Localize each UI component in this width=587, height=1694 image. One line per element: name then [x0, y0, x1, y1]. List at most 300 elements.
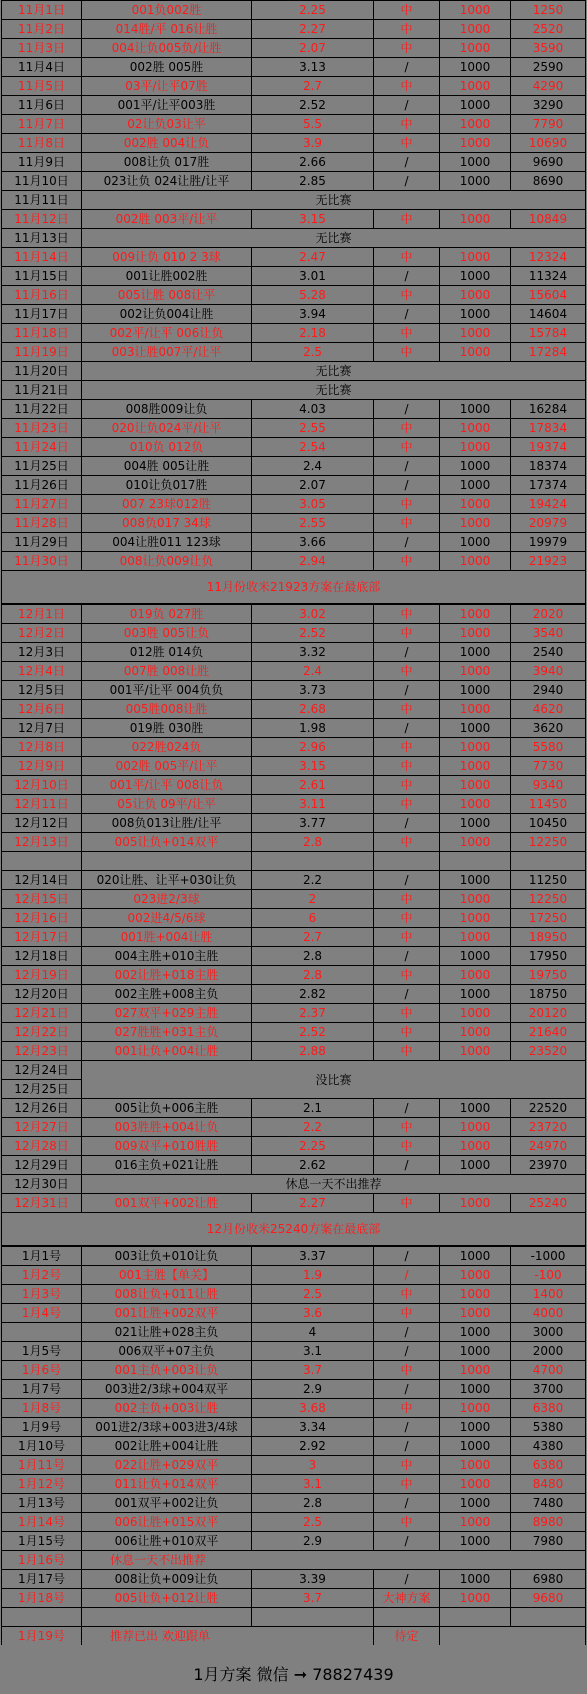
table-row	[1, 1003, 586, 1022]
odds-cell: 2.52	[251, 96, 373, 114]
balance-cell: 12250	[510, 833, 586, 851]
odds-cell: 2.25	[251, 1137, 373, 1155]
picks-cell: 016主负+021让胜	[81, 1156, 251, 1174]
result-cell: 中	[373, 833, 439, 851]
note-cell: 无比赛	[81, 362, 586, 380]
balance-cell: 23520	[510, 1042, 586, 1060]
balance-cell	[510, 852, 586, 870]
result-cell: /	[373, 947, 439, 965]
stake-cell: 1000	[439, 681, 510, 699]
date-cell: 11月18日	[1, 324, 81, 342]
balance-cell: 6380	[510, 1399, 586, 1417]
picks-cell: 002让胜+018主胜	[81, 966, 251, 984]
stake-cell: 1000	[439, 96, 510, 114]
date-cell: 1月2号	[1, 1266, 81, 1284]
table-row	[1, 1493, 586, 1512]
balance-cell: 7980	[510, 1532, 586, 1550]
picks-cell: 002让胜+004让胜	[81, 1437, 251, 1455]
table-row	[1, 190, 586, 209]
table-row	[1, 152, 586, 171]
stake-cell: 1000	[439, 1456, 510, 1474]
odds-cell: 2.55	[251, 419, 373, 437]
date-cell: 1月3号	[1, 1285, 81, 1303]
date-cell: 12月8日	[1, 738, 81, 756]
result-cell: 中	[373, 757, 439, 775]
table-row	[1, 1155, 586, 1174]
result-cell: /	[373, 172, 439, 190]
result-cell: 中	[373, 662, 439, 680]
result-cell: 中	[373, 514, 439, 532]
empty-cell	[439, 1627, 586, 1645]
date-cell: 1月5号	[1, 1342, 81, 1360]
table-row	[1, 851, 586, 870]
result-cell: 中	[373, 928, 439, 946]
balance-cell: 19374	[510, 438, 586, 456]
table-row	[1, 247, 586, 266]
result-cell: 中	[373, 134, 439, 152]
table-row	[1, 889, 586, 908]
picks-cell: 019负 027胜	[81, 605, 251, 623]
picks-cell: 002进4/5/6球	[81, 909, 251, 927]
result-cell: 中	[373, 1285, 439, 1303]
odds-cell: 2.94	[251, 552, 373, 570]
date-label: 12月24日	[2, 1061, 81, 1080]
stake-cell: 1000	[439, 438, 510, 456]
balance-cell	[510, 1608, 586, 1626]
table-row	[1, 1474, 586, 1493]
stake-cell: 1000	[439, 1437, 510, 1455]
picks-cell: 008让负+011让胜	[81, 1285, 251, 1303]
table-row	[1, 1246, 586, 1265]
table-row	[1, 1550, 586, 1569]
stake-cell: 1000	[439, 719, 510, 737]
picks-cell: 027胜胜+031主负	[81, 1023, 251, 1041]
balance-cell: 4290	[510, 77, 586, 95]
odds-cell: 2.61	[251, 776, 373, 794]
stake-cell: 1000	[439, 1323, 510, 1341]
odds-cell: 3.15	[251, 210, 373, 228]
table-row	[1, 1455, 586, 1474]
table-row	[1, 418, 586, 437]
result-cell: 中	[373, 1194, 439, 1212]
date-cell: 12月2日	[1, 624, 81, 642]
stake-cell: 1000	[439, 39, 510, 57]
odds-cell: 2.8	[251, 833, 373, 851]
odds-cell: 2.7	[251, 928, 373, 946]
picks-cell: 022让胜+029双平	[81, 1456, 251, 1474]
balance-cell: 2520	[510, 20, 586, 38]
balance-cell: 3700	[510, 1380, 586, 1398]
result-cell: 中	[373, 552, 439, 570]
balance-cell: 17834	[510, 419, 586, 437]
stake-cell: 1000	[439, 966, 510, 984]
table-row	[1, 342, 586, 361]
stake-cell: 1000	[439, 533, 510, 551]
status-cell: 待定	[373, 1627, 439, 1645]
balance-cell: 10849	[510, 210, 586, 228]
balance-cell: 4000	[510, 1304, 586, 1322]
balance-cell: 11324	[510, 267, 586, 285]
note-cell: 无比赛	[81, 229, 586, 247]
table-row	[1, 1041, 586, 1060]
odds-cell: 2.07	[251, 39, 373, 57]
result-cell: /	[373, 1266, 439, 1284]
table-row	[1, 870, 586, 889]
picks-cell: 003胜 005让负	[81, 624, 251, 642]
picks-cell: 02让负03让平	[81, 115, 251, 133]
table-row	[1, 475, 586, 494]
balance-cell: 2590	[510, 58, 586, 76]
table-row	[1, 0, 586, 19]
picks-cell: 009双平+010胜胜	[81, 1137, 251, 1155]
picks-cell: 001主负+003让负	[81, 1361, 251, 1379]
picks-cell: 014胜/平 016让胜	[81, 20, 251, 38]
stake-cell: 1000	[439, 833, 510, 851]
table-row	[1, 209, 586, 228]
result-cell: 中	[373, 1513, 439, 1531]
balance-cell: 4620	[510, 700, 586, 718]
picks-cell: 003胜胜+004让负	[81, 1118, 251, 1136]
stake-cell: 1000	[439, 624, 510, 642]
stake-cell: 1000	[439, 871, 510, 889]
result-cell: /	[373, 1437, 439, 1455]
stake-cell: 1000	[439, 172, 510, 190]
date-cell: 12月27日	[1, 1118, 81, 1136]
table-row	[1, 1117, 586, 1136]
date-cell: 1月15号	[1, 1532, 81, 1550]
date-cell	[1, 1061, 81, 1098]
balance-cell: 2000	[510, 1342, 586, 1360]
result-cell: 中	[373, 1456, 439, 1474]
result-cell	[373, 1608, 439, 1626]
stake-cell: 1000	[439, 400, 510, 418]
odds-cell: 2.5	[251, 343, 373, 361]
result-cell: /	[373, 985, 439, 1003]
result-cell: /	[373, 1099, 439, 1117]
balance-cell: 3540	[510, 624, 586, 642]
result-cell: 中	[373, 700, 439, 718]
picks-cell: 010负 012负	[81, 438, 251, 456]
picks-cell: 005让负+014双平	[81, 833, 251, 851]
result-cell: 中	[373, 966, 439, 984]
picks-cell: 007胜 008让胜	[81, 662, 251, 680]
picks-cell: 021让胜+028主负	[81, 1323, 251, 1341]
date-cell: 12月12日	[1, 814, 81, 832]
stake-cell: 1000	[439, 1285, 510, 1303]
odds-cell: 2.52	[251, 624, 373, 642]
picks-cell: 007 23球012胜	[81, 495, 251, 513]
balance-cell: 14604	[510, 305, 586, 323]
date-cell: 11月14日	[1, 248, 81, 266]
note-cell: 休息一天不出推荐	[81, 1551, 586, 1569]
balance-cell: 3000	[510, 1323, 586, 1341]
stake-cell: 1000	[439, 1004, 510, 1022]
table-row	[1, 513, 586, 532]
date-cell: 11月5日	[1, 77, 81, 95]
stake-cell: 1000	[439, 814, 510, 832]
table-row	[1, 1060, 586, 1098]
odds-cell	[251, 852, 373, 870]
result-cell: 中	[373, 909, 439, 927]
odds-cell: 2.92	[251, 1437, 373, 1455]
table-row	[1, 699, 586, 718]
table-row	[1, 832, 586, 851]
table-row	[1, 1303, 586, 1322]
odds-cell: 2.8	[251, 966, 373, 984]
stake-cell: 1000	[439, 605, 510, 623]
odds-cell: 2.2	[251, 871, 373, 889]
result-cell: 中	[373, 624, 439, 642]
stake-cell: 1000	[439, 267, 510, 285]
picks-cell: 005让负+006主胜	[81, 1099, 251, 1117]
balance-cell: 10690	[510, 134, 586, 152]
stake-cell: 1000	[439, 1361, 510, 1379]
date-cell: 11月11日	[1, 191, 81, 209]
table-row	[1, 228, 586, 247]
result-cell: /	[373, 1494, 439, 1512]
stake-cell: 1000	[439, 115, 510, 133]
date-cell: 11月10日	[1, 172, 81, 190]
stake-cell: 1000	[439, 928, 510, 946]
date-cell: 12月21日	[1, 1004, 81, 1022]
table-row	[1, 1607, 586, 1626]
picks-cell: 002胜 003平/让平	[81, 210, 251, 228]
result-cell: 中	[373, 738, 439, 756]
result-cell: /	[373, 871, 439, 889]
date-cell: 11月19日	[1, 343, 81, 361]
odds-cell: 2.52	[251, 1023, 373, 1041]
date-cell: 11月13日	[1, 229, 81, 247]
table-row	[1, 794, 586, 813]
balance-cell: 12324	[510, 248, 586, 266]
table-row	[1, 946, 586, 965]
odds-cell: 3.37	[251, 1247, 373, 1265]
result-cell: 中	[373, 605, 439, 623]
balance-cell: 18750	[510, 985, 586, 1003]
result-cell: 中	[373, 1475, 439, 1493]
balance-cell: 16284	[510, 400, 586, 418]
balance-cell: 3940	[510, 662, 586, 680]
odds-cell: 3.68	[251, 1399, 373, 1417]
date-cell: 12月15日	[1, 890, 81, 908]
table-row	[1, 266, 586, 285]
date-cell: 12月3日	[1, 643, 81, 661]
table-row	[1, 285, 586, 304]
date-cell: 12月26日	[1, 1099, 81, 1117]
date-label: 12月25日	[14, 1081, 69, 1096]
table-row	[1, 718, 586, 737]
result-cell: /	[373, 681, 439, 699]
odds-cell: 6	[251, 909, 373, 927]
odds-cell: 2.85	[251, 172, 373, 190]
stake-cell: 1000	[439, 1023, 510, 1041]
balance-cell: 15604	[510, 286, 586, 304]
result-cell: 中	[373, 115, 439, 133]
date-cell: 1月4号	[1, 1304, 81, 1322]
table-row	[1, 361, 586, 380]
odds-cell: 5.28	[251, 286, 373, 304]
balance-cell: 25240	[510, 1194, 586, 1212]
picks-cell: 001负002胜	[81, 1, 251, 19]
balance-cell: 15784	[510, 324, 586, 342]
result-cell: 中	[373, 1004, 439, 1022]
table-row	[1, 532, 586, 551]
odds-cell: 3.7	[251, 1589, 373, 1607]
balance-cell: 6380	[510, 1456, 586, 1474]
result-cell: /	[373, 305, 439, 323]
stake-cell: 1000	[439, 419, 510, 437]
table-row	[1, 1417, 586, 1436]
stake-cell: 1000	[439, 890, 510, 908]
odds-cell: 2.37	[251, 1004, 373, 1022]
balance-cell: 6980	[510, 1570, 586, 1588]
table-row	[1, 1360, 586, 1379]
odds-cell: 1.9	[251, 1266, 373, 1284]
table-row	[1, 908, 586, 927]
date-cell: 11月27日	[1, 495, 81, 513]
date-cell: 11月17日	[1, 305, 81, 323]
table-row	[1, 304, 586, 323]
date-cell: 1月8号	[1, 1399, 81, 1417]
stake-cell: 1000	[439, 552, 510, 570]
table-row	[1, 965, 586, 984]
result-cell: /	[373, 1323, 439, 1341]
odds-cell: 3.39	[251, 1570, 373, 1588]
stake-cell: 1000	[439, 495, 510, 513]
date-cell: 12月13日	[1, 833, 81, 851]
table-row	[1, 551, 586, 570]
stake-cell: 1000	[439, 457, 510, 475]
odds-cell: 3.66	[251, 533, 373, 551]
odds-cell: 2.68	[251, 700, 373, 718]
picks-cell: 005让胜 008让平	[81, 286, 251, 304]
balance-cell: 12250	[510, 890, 586, 908]
picks-cell: 006让胜+010双平	[81, 1532, 251, 1550]
stake-cell: 1000	[439, 514, 510, 532]
stake-cell: 1000	[439, 1156, 510, 1174]
picks-cell: 006双平+07主负	[81, 1342, 251, 1360]
result-cell: 中	[373, 77, 439, 95]
balance-cell: 3290	[510, 96, 586, 114]
balance-cell: -1000	[510, 1247, 586, 1265]
stake-cell: 1000	[439, 1418, 510, 1436]
picks-cell	[81, 1608, 251, 1626]
date-cell: 11月6日	[1, 96, 81, 114]
odds-cell: 2.27	[251, 1194, 373, 1212]
stake-cell: 1000	[439, 776, 510, 794]
stake-cell: 1000	[439, 1194, 510, 1212]
picks-cell: 001让负+004让胜	[81, 1042, 251, 1060]
odds-cell: 3.05	[251, 495, 373, 513]
result-cell: 中	[373, 438, 439, 456]
date-cell: 12月31日	[1, 1194, 81, 1212]
result-cell: 中	[373, 1, 439, 19]
date-cell: 12月29日	[1, 1156, 81, 1174]
balance-cell: -100	[510, 1266, 586, 1284]
odds-cell: 3.1	[251, 1342, 373, 1360]
picks-cell: 004胜 005让胜	[81, 457, 251, 475]
odds-cell: 2.4	[251, 457, 373, 475]
result-cell: /	[373, 96, 439, 114]
date-cell: 12月9日	[1, 757, 81, 775]
balance-cell: 3590	[510, 39, 586, 57]
date-cell: 1月18号	[1, 1589, 81, 1607]
odds-cell: 2.1	[251, 1099, 373, 1117]
picks-cell: 020让负024平/让平	[81, 419, 251, 437]
note-cell: 无比赛	[81, 191, 586, 209]
balance-cell: 4700	[510, 1361, 586, 1379]
date-cell: 12月18日	[1, 947, 81, 965]
result-cell: 中	[373, 419, 439, 437]
date-cell: 11月1日	[1, 1, 81, 19]
stake-cell	[439, 1608, 510, 1626]
picks-cell: 023让负 024让胜/让平	[81, 172, 251, 190]
picks-cell: 008胜009让负	[81, 400, 251, 418]
balance-cell: 21923	[510, 552, 586, 570]
balance-cell: 17374	[510, 476, 586, 494]
date-cell: 11月9日	[1, 153, 81, 171]
result-cell: 中	[373, 795, 439, 813]
stake-cell: 1000	[439, 643, 510, 661]
date-cell: 11月24日	[1, 438, 81, 456]
picks-cell: 002让负004让胜	[81, 305, 251, 323]
table-row	[1, 1265, 586, 1284]
balance-cell: 17950	[510, 947, 586, 965]
table-row	[1, 1136, 586, 1155]
date-cell: 1月7号	[1, 1380, 81, 1398]
table-row	[1, 1174, 586, 1193]
table-row	[1, 38, 586, 57]
stake-cell: 1000	[439, 1570, 510, 1588]
odds-cell: 3.77	[251, 814, 373, 832]
date-cell: 11月2日	[1, 20, 81, 38]
date-cell: 1月11号	[1, 1456, 81, 1474]
balance-cell: 22520	[510, 1099, 586, 1117]
date-cell: 12月4日	[1, 662, 81, 680]
stake-cell: 1000	[439, 1475, 510, 1493]
table-row	[1, 171, 586, 190]
date-cell: 11月8日	[1, 134, 81, 152]
table-row	[1, 1022, 586, 1041]
table-row	[1, 661, 586, 680]
stake-cell: 1000	[439, 1589, 510, 1607]
note-cell: 休息一天不出推荐	[81, 1175, 586, 1193]
date-cell	[1, 1323, 81, 1341]
result-cell: 中	[373, 1118, 439, 1136]
balance-cell: 23970	[510, 1156, 586, 1174]
result-cell: 中	[373, 1042, 439, 1060]
date-cell: 1月19号	[1, 1627, 81, 1645]
balance-cell: 5380	[510, 1418, 586, 1436]
picks-cell: 027双平+029主胜	[81, 1004, 251, 1022]
balance-cell: 5580	[510, 738, 586, 756]
table-row	[1, 114, 586, 133]
picks-cell: 002主负+003让胜	[81, 1399, 251, 1417]
picks-cell: 001让胜+002双平	[81, 1304, 251, 1322]
odds-cell: 5.5	[251, 115, 373, 133]
table-row	[1, 133, 586, 152]
summary-banner	[1, 1212, 586, 1246]
picks-cell	[81, 852, 251, 870]
balance-cell: 2020	[510, 605, 586, 623]
date-cell: 1月17号	[1, 1570, 81, 1588]
picks-cell: 022胜024负	[81, 738, 251, 756]
picks-cell: 012胜 014负	[81, 643, 251, 661]
picks-cell: 011让负+014双平	[81, 1475, 251, 1493]
note-cell: 没比赛	[81, 1061, 586, 1098]
stake-cell: 1000	[439, 700, 510, 718]
table-row	[1, 1193, 586, 1212]
